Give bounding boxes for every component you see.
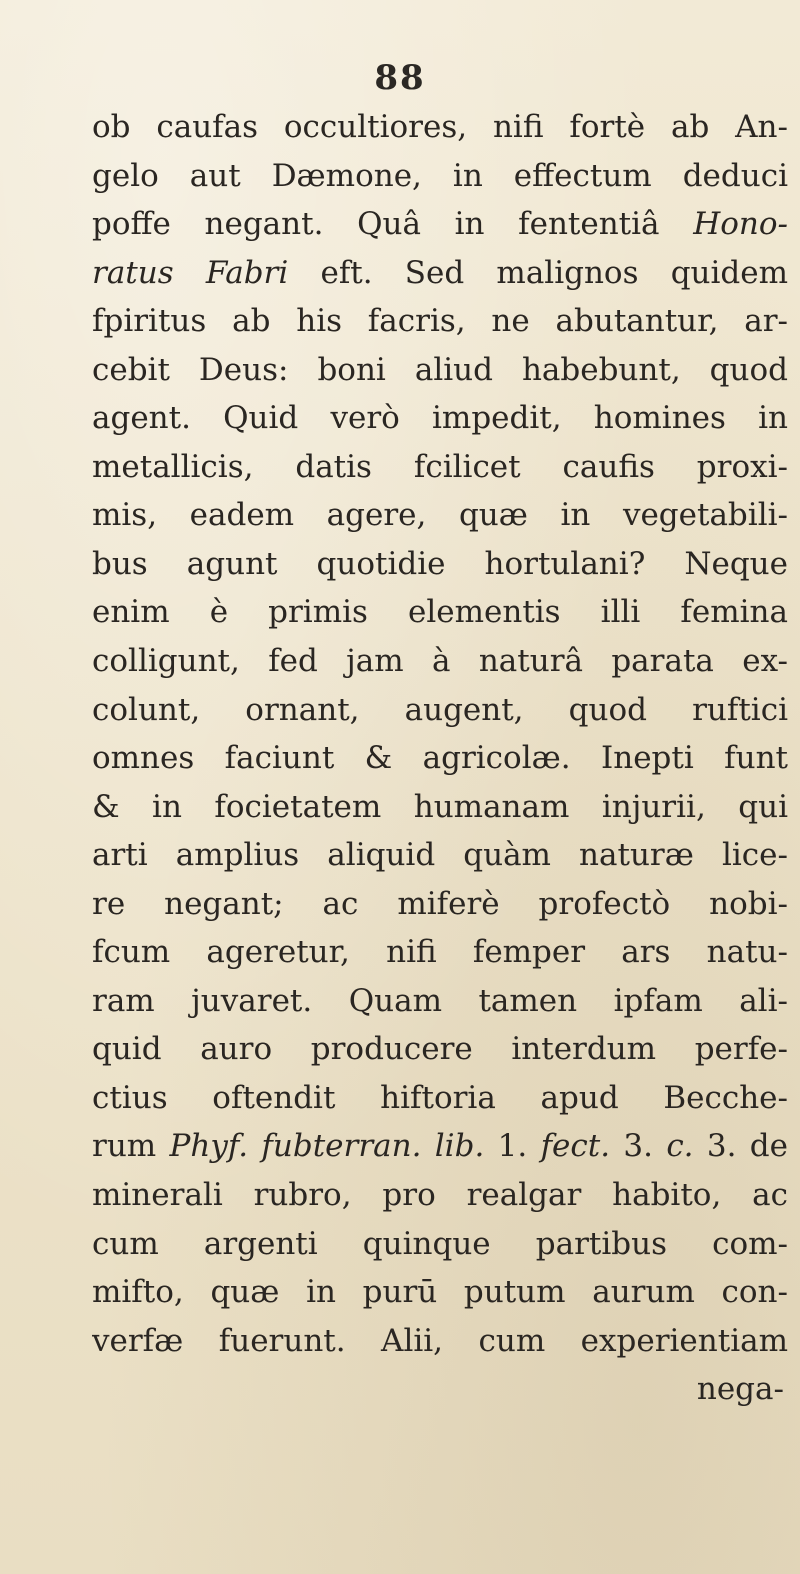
- italic-text-run: ratus Fabri: [92, 254, 289, 291]
- text-run: rum: [92, 1128, 170, 1165]
- text-run: poffe negant. Quâ in fententiâ: [92, 206, 694, 243]
- text-run: & in focietatem humanam injurii, qui: [92, 788, 788, 825]
- text-run: arti amplius aliquid quàm naturæ lice-: [92, 837, 788, 874]
- text-run: gelo aut Dæmone, in effectum deduci: [92, 157, 788, 194]
- text-run: omnes faciunt & agricolæ. Inepti funt: [92, 740, 788, 777]
- text-run: cebit Deus: boni aliud habebunt, quod: [92, 351, 788, 388]
- text-run: agent. Quid verò impedit, homines in: [92, 400, 788, 437]
- text-run: metallicis, datis fcilicet caufis proxi-: [92, 448, 788, 485]
- text-run: nega-: [696, 1371, 784, 1408]
- text-line: [92, 443, 788, 492]
- text-line: [92, 1074, 788, 1123]
- text-line: [92, 1171, 788, 1220]
- text-run: fpiritus ab his facris, ne abutantur, ar-: [92, 303, 788, 340]
- italic-text-run: Phyf. fubterran. lib.: [169, 1128, 485, 1165]
- text-run: bus agunt quotidie hortulani? Neque: [92, 545, 788, 582]
- text-line: [92, 200, 788, 249]
- text-run: ctius oftendit hiftoria apud Becche-: [92, 1079, 788, 1116]
- text-line: [92, 394, 788, 443]
- text-line: [92, 588, 788, 637]
- text-line: [92, 1317, 788, 1366]
- text-line: [92, 249, 788, 298]
- text-line: [92, 783, 788, 832]
- text-run: enim è primis elementis illi femina: [92, 594, 788, 631]
- italic-text-run: fect.: [540, 1128, 611, 1165]
- text-line: [92, 540, 788, 589]
- text-run: mifto, quæ in purū putum aurum con-: [92, 1274, 788, 1311]
- text-run: minerali rubro, pro realgar habito, ac: [92, 1177, 788, 1214]
- text-line: [92, 637, 788, 686]
- text-line: [92, 734, 788, 783]
- text-run: mis, eadem agere, quæ in vegetabili-: [92, 497, 788, 534]
- text-run: re negant; ac miferè profectò nobi-: [92, 885, 788, 922]
- text-line: [92, 297, 788, 346]
- text-line: [92, 831, 788, 880]
- italic-text-run: Hono-: [693, 206, 788, 243]
- text-line: [92, 491, 788, 540]
- text-line: [92, 928, 788, 977]
- text-line: [92, 880, 788, 929]
- text-run: quid auro producere interdum perfe-: [92, 1031, 788, 1068]
- text-run: colunt, ornant, augent, quod ruftici: [92, 691, 788, 728]
- text-line: [92, 346, 788, 395]
- text-line: [92, 152, 788, 201]
- text-run: 1.: [484, 1128, 541, 1165]
- text-line: [92, 1365, 788, 1414]
- text-line: [92, 1122, 788, 1171]
- text-run: ob caufas occultiores, nifi fortè ab An-: [92, 109, 788, 145]
- italic-text-run: c.: [666, 1128, 694, 1165]
- text-line: [92, 1220, 788, 1269]
- text-line: [92, 103, 788, 152]
- text-run: verfæ fuerunt. Alii, cum experientiam: [92, 1322, 788, 1359]
- text-run: 3. de: [693, 1128, 788, 1165]
- text-run: colligunt, fed jam à naturâ parata ex-: [92, 643, 788, 680]
- text-run: 3.: [610, 1128, 667, 1165]
- text-run: cum argenti quinque partibus com-: [92, 1225, 788, 1262]
- text-line: [92, 686, 788, 735]
- text-line: [92, 1268, 788, 1317]
- page-number: 88: [374, 58, 426, 98]
- text-line: [92, 977, 788, 1026]
- text-run: eft. Sed malignos quidem: [288, 254, 788, 291]
- text-run: fcum ageretur, nifi femper ars natu-: [92, 934, 788, 971]
- text-line: [92, 1025, 788, 1074]
- text-run: ram juvaret. Quam tamen ipfam ali-: [92, 982, 788, 1019]
- body-text: [92, 103, 788, 1414]
